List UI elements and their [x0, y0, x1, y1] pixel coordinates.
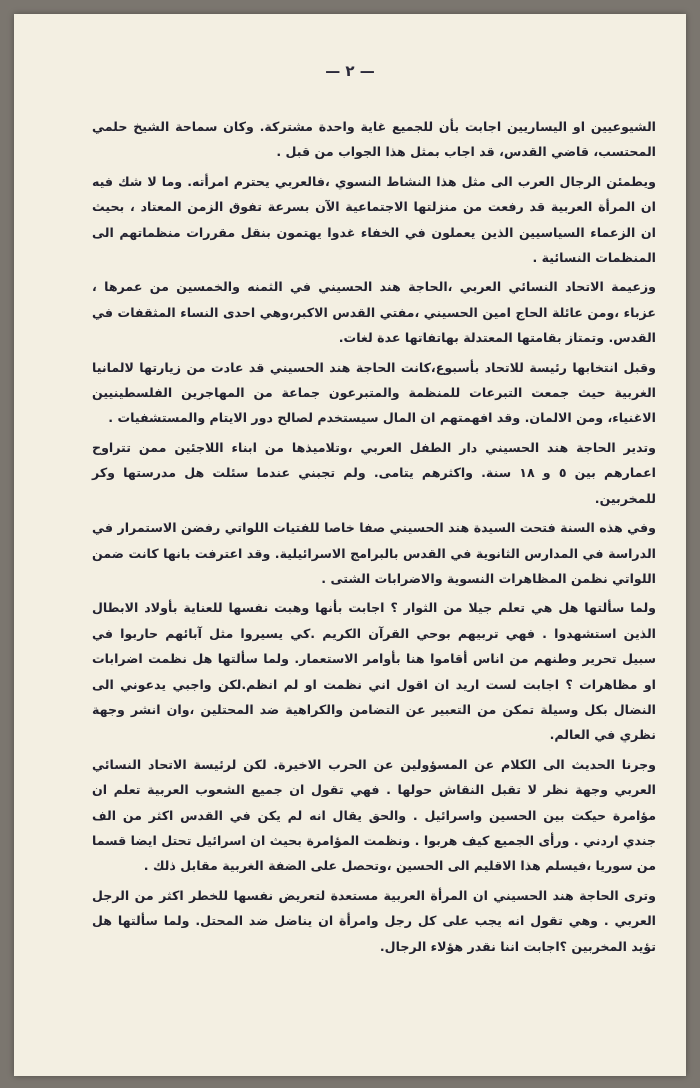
paragraph: وجرنا الحديث الى الكلام عن المسؤولين عن الحرب الاخيرة. لكن لرئيسة الاتحاد النسائي العربي وجهة نظر لا تقبل النقاش حولها . فهي تقول ان جميع الشعوب العربية تعلم ان مؤامرة حيكت بين الحسين واسرائيل . والحق يقال انه لم يكن في القدس اكثر من الف جندي اردني . ورأى الجميع كيف هربوا . ونظمت المؤامرة بحيث ان اسرائيل تحتل ايضا قسما من سوريا ،فيسلم هذا الاقليم الى الحسين ،وتحصل على الضفة الغربية مقابل ذلك .	[92, 756, 656, 874]
paragraph: وترى الحاجة هند الحسيني ان المرأة العربية مستعدة لتعريض نفسها للخطر اكثر من الرجل العربي . وهي تقول انه يجب على كل رجل وامرأة ان يناضل ضد المحتل. ولما سألتها هل تؤيد المخربين ؟اجابت اننا نقدر هؤلاء الرجال.	[92, 887, 656, 954]
paragraph: وتدير الحاجة هند الحسيني دار الطفل العربي ،وتلاميذها من ابناء اللاجئين ممن تتراوح اعمارهم بين ٥ و ١٨ سنة. واكثرهم يتامى. ولم تجبني عندما سئلت هل مدرستها وكر للمخربين.	[92, 439, 656, 506]
paragraph: ولما سألتها هل هي تعلم جيلا من الثوار ؟ اجابت بأنها وهبت نفسها للعناية بأولاد الابطال الذين استشهدوا . فهي تربيهم بوحي القرآن الكريم .كي يسيروا مثل آبائهم حاربوا في سبيل تحرير وطنهم من اناس أقاموا هنا بأوامر الاستعمار. ولما سألتها هل نظمت اضرابات او مظاهرات ؟ اجابت لست اريد ان اقول اني نظمت او لم انظم.لكن واجبي يدعوني الى النضال بكل وسيلة تمكن من التعبير عن التضامن والكراهية ضد المحتلين ،وان انشر وجهة نظري في العالم.	[92, 600, 656, 743]
document-body	[92, 114, 656, 963]
paragraph: الشيوعيين او اليساريين اجابت بأن للجميع غاية واحدة مشتركة. وكان سماحة الشيخ حلمي المحتسب، قاضي القدس، قد اجاب بمثل هذا الجواب من قبل .	[92, 119, 656, 160]
paragraph: ويطمئن الرجال العرب الى مثل هذا النشاط النسوي ،فالعربي يحترم امرأته. وما لا شك فيه ان المرأة العربية قد رفعت من منزلتها الاجتماعية الآن بسرعة تفوق الزمن المعتاد ، بحيث ان الزعماء السياسيين الذين يعملون في الخفاء غدوا يهتمون بنقل مقررات منظماتهم الى المنظمات النسائية .	[92, 173, 656, 266]
page-number: — ٢ —	[325, 62, 375, 80]
paragraph: وقبل انتخابها رئيسة للاتحاد بأسبوع،كانت الحاجة هند الحسيني قد عادت من زيارتها لالمانيا الغربية حيث جمعت التبرعات للمنظمة والمتبرعون جماعة من المهاجرين الفلسطينيين الاغنياء، ومن الالمان. وقد افهمتهم ان المال سيستخدم لصالح دور الايتام والمستشفيات .	[92, 359, 656, 426]
document-page	[14, 14, 686, 1076]
paragraph: وفي هذه السنة فتحت السيدة هند الحسيني صفا خاصا للفتيات اللواتي رفضن الاستمرار في الدراسة في المدارس الثانوية في القدس بالبرامج الاسرائيلية. وقد اعترفت بانها كانت ضمن اللواتي نظمن المظاهرات النسوية والاضرابات الشتى .	[92, 520, 656, 586]
paragraph: وزعيمة الاتحاد النسائي العربي ،الحاجة هند الحسيني في الثمنه والخمسين من عمرها ، عزباء ،ومن عائلة الحاج امين الحسيني ،مفتي القدس الاكبر،وهي احدى النساء المثقفات في القدس. وتمتاز بقامتها المعتدلة بهاتفاتها عدة لغات.	[92, 279, 656, 346]
